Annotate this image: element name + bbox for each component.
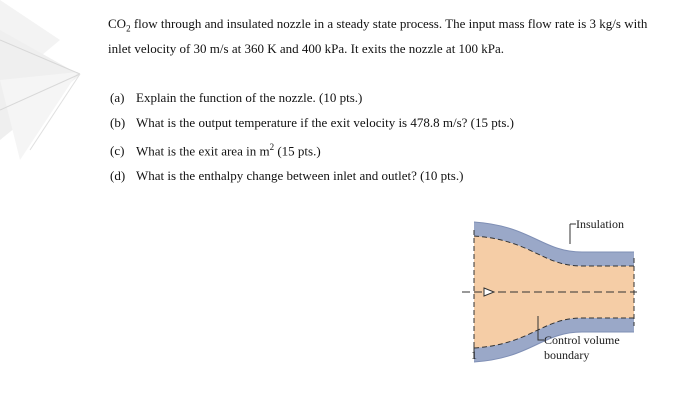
boundary-label: boundary (544, 348, 590, 362)
control-volume-label: Control volume (544, 333, 620, 347)
inlet-state-label: 1 (471, 348, 477, 362)
part-c (110, 135, 514, 164)
background-decoration (0, 0, 96, 413)
part-text: What is the exit area in m (136, 143, 270, 159)
part-superscript: 2 (269, 142, 275, 152)
problem-subscript: 2 (126, 23, 131, 34)
problem-prefix: CO (108, 16, 127, 31)
insulation-label: Insulation (576, 217, 624, 231)
nozzle-figure (462, 208, 682, 378)
problem-statement (108, 14, 668, 59)
part-text: What is the output temperature if the exit velocity is 478.8 m/s? (15 pts.) (136, 114, 514, 130)
part-letter: (b) (110, 114, 126, 130)
part-d (110, 164, 514, 189)
part-b (110, 111, 514, 136)
part-text: Explain the function of the nozzle. (10 pts.) (136, 90, 363, 105)
part-letter: (c) (110, 143, 125, 159)
question-parts (110, 86, 514, 188)
problem-body: flow through and insulated nozzle in a steady state process. The input mass flow rate is 3 kg/s with inlet velocity of 30 m/s at 360 K and 400 kPa. It exits the nozzle at 100 kPa. (108, 16, 648, 56)
part-text: What is the enthalpy change between inlet and outlet? (10 pts.) (136, 167, 464, 183)
part-a (110, 86, 514, 111)
part-letter: (d) (110, 167, 126, 183)
part-letter: (a) (110, 90, 125, 105)
part-text-suffix: (15 pts.) (274, 143, 321, 159)
